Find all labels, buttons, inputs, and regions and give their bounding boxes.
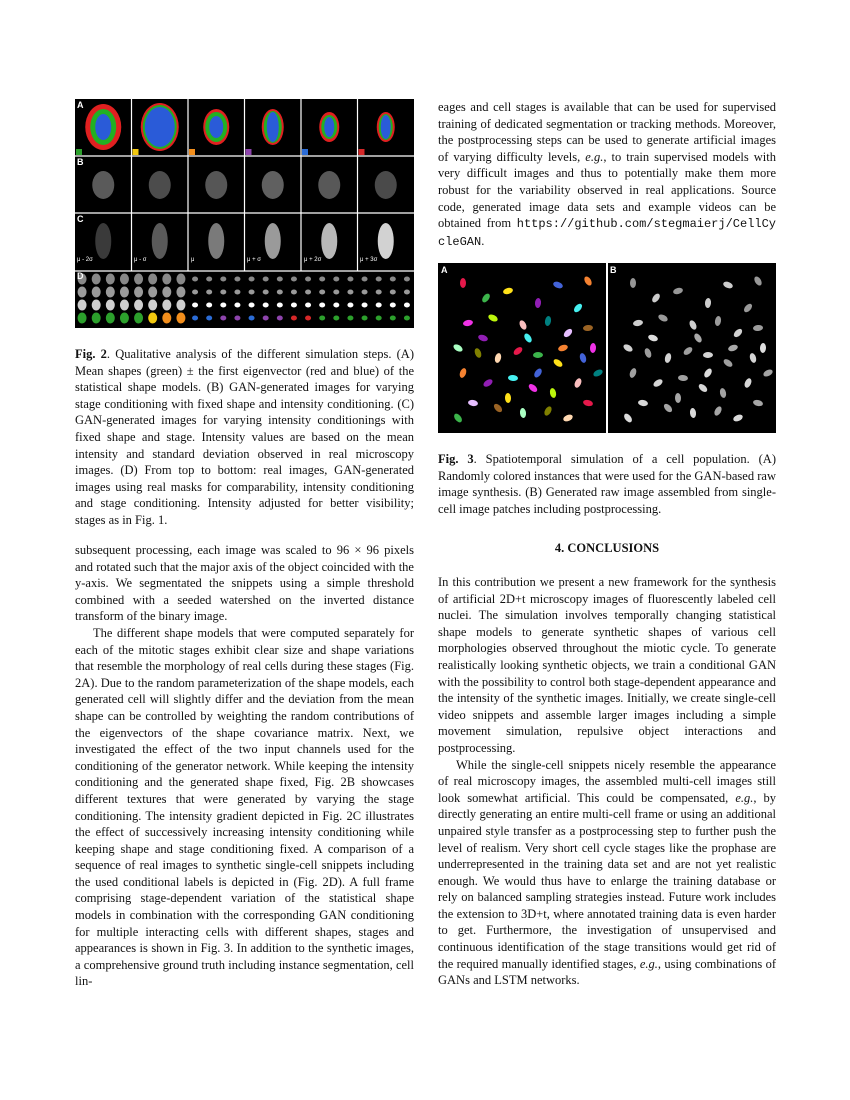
cell-instance — [544, 316, 552, 327]
paragraph: In this contribution we present a new framework for the synthesis of artificial 2D+t microscopy images of fluorescently labeled cell nuclei. The simulation involves temporally changing statistical shape models to generate synthetic shapes of various cell morphologies observed throughout the miotic cycle. To generate realistically looking synthetic objects, we train a conditional GAN with the possibility to control both stage-dependent appearance and the intensity of the synthetic images. Initially, we create single-cell video snippets and assemble larger images including a simple movement simulation, repulsive object interactions and postprocessing. — [438, 575, 776, 755]
cell-snippet — [148, 313, 157, 324]
cell-instance — [562, 413, 574, 422]
cell-instance — [562, 327, 573, 338]
cell-snippet — [234, 290, 240, 295]
cell-snippet — [347, 316, 353, 321]
cell-intensity — [208, 223, 224, 259]
cell-snippet — [390, 277, 396, 282]
cell-snippet — [206, 316, 212, 321]
cell-snippet — [333, 290, 339, 295]
cell-raw — [719, 387, 727, 398]
cell-instance — [583, 324, 594, 331]
cell-raw — [622, 343, 634, 353]
cell-snippet — [162, 300, 171, 311]
sigma-label: μ + σ — [247, 257, 261, 263]
cell-snippet — [220, 277, 226, 282]
cell-snippet — [92, 287, 101, 298]
figure-3-graphic — [438, 263, 776, 433]
cell-instance — [468, 399, 479, 406]
cell-instance — [579, 352, 588, 363]
cell-instance — [533, 367, 544, 379]
cell-snippet — [263, 316, 269, 321]
cell-snippet — [263, 303, 269, 308]
cell-instance — [557, 344, 568, 353]
cell-intensity — [95, 223, 111, 259]
fig2-panel-label-c: C — [77, 214, 84, 224]
cell-snippet — [206, 277, 212, 282]
fig2-caption-label: Fig. 2 — [75, 347, 107, 361]
cell-snippet — [234, 277, 240, 282]
cell-snippet — [263, 277, 269, 282]
cell-raw — [753, 324, 764, 331]
cell-snippet — [120, 300, 129, 311]
sigma-label: μ — [191, 257, 195, 263]
conclusions-body — [438, 574, 776, 989]
shape-inner — [324, 117, 334, 137]
cell-raw — [678, 375, 688, 382]
figure-2-caption — [75, 346, 414, 529]
source-code-url[interactable]: https://github.com/stegmaierj/CellCycleGAN — [438, 217, 776, 249]
cell-snippet — [106, 287, 115, 298]
shape-inner — [145, 107, 175, 147]
cell-texture — [205, 171, 227, 199]
cell-raw — [689, 408, 696, 419]
cell-raw — [682, 346, 694, 357]
cell-raw — [722, 280, 733, 289]
cell-snippet — [291, 277, 297, 282]
cell-instance — [552, 280, 563, 289]
cell-instance — [494, 352, 502, 363]
cell-instance — [590, 343, 597, 353]
cell-instance — [463, 319, 474, 327]
cell-raw — [743, 377, 753, 389]
cell-texture — [318, 171, 340, 199]
fig2-panel-label-b: B — [77, 157, 84, 167]
figure-2 — [75, 99, 414, 328]
cell-snippet — [390, 303, 396, 308]
cell-snippet — [220, 316, 226, 321]
text-run: , to train supervised models with very difficult images and thus to potentially make them more robust for the variability observed in real applications. Source code, generated image data sets and example videos can be obtained from — [438, 149, 776, 231]
cell-instance — [492, 402, 503, 413]
cell-snippet — [176, 313, 185, 324]
text-run: , by directly generating an entire multi-cell frame or using an additional unpaired style transfer as a postprocessing step to further push the level of realism. Very short cell cycle stages like the prophase are underrepresented in the training data set and are not yet realistic enough. We would thus have to enlarge the training database or rely on balanced sampling strategies instead. Future work includes the extension to 3D+t, where annotated training data is even harder to get. Furthermore, the investigation of unsupervised and continuous identification of the stage transitions would get rid of the required manually identified stages, — [438, 790, 776, 971]
sigma-label: μ - σ — [134, 257, 147, 263]
cell-instance — [573, 377, 583, 389]
cell-instance — [452, 343, 464, 353]
section-heading: 4. CONCLUSIONS — [554, 541, 660, 555]
cell-snippet — [120, 287, 129, 298]
cell-texture — [92, 171, 114, 199]
cell-instance — [473, 347, 482, 359]
cell-snippet — [404, 277, 410, 282]
sigma-label: μ + 2σ — [304, 257, 322, 263]
cell-snippet — [263, 290, 269, 295]
cell-raw — [703, 367, 714, 379]
cell-snippet — [277, 277, 283, 282]
cell-snippet — [277, 303, 283, 308]
cell-instance — [533, 352, 543, 358]
cell-raw — [672, 287, 683, 296]
stage-marker — [189, 149, 195, 155]
shape-inner — [267, 112, 279, 142]
cell-raw — [688, 319, 698, 331]
cell-instance — [482, 378, 494, 388]
cell-raw — [623, 412, 634, 424]
cell-instance — [572, 302, 583, 313]
cell-intensity — [378, 223, 394, 259]
cell-instance — [460, 278, 466, 288]
cell-raw — [633, 319, 644, 327]
cell-raw — [664, 352, 672, 363]
fig3-panel-label-b: B — [610, 265, 617, 275]
cell-snippet — [148, 287, 157, 298]
cell-snippet — [176, 274, 185, 285]
cell-raw — [762, 368, 774, 378]
cell-snippet — [106, 274, 115, 285]
sigma-label: μ + 3σ — [360, 257, 378, 263]
cell-snippet — [120, 274, 129, 285]
shape-inner — [95, 114, 111, 140]
cell-snippet — [347, 290, 353, 295]
cell-snippet — [120, 313, 129, 324]
cell-snippet — [390, 316, 396, 321]
stage-marker — [359, 149, 365, 155]
cell-snippet — [148, 300, 157, 311]
cell-instance — [508, 375, 518, 382]
left-column-body — [75, 542, 414, 990]
cell-intensity — [265, 223, 281, 259]
cell-snippet — [404, 290, 410, 295]
cell-snippet — [106, 313, 115, 324]
cell-raw — [752, 399, 763, 407]
paragraph: The different shape models that were computed separately for each of the mitotic stages exhibit clear size and shape variations that resemble the morphology of real cells during these stages (Fig. 2A). Due to the random parameterization of the shape models, each generated cell will slightly differ and the deviation from the mean shape can be controlled by weighting the random contributions of the eigenvectors of the shape covariance matrix. Next, we investigated the effect of the two input channels used for the conditioning of the generator network. While keeping the intensity conditioning and the generated shape fixed, Fig. 2B showcases different textures that were generated by varying the stage conditioning. The intensity gradient depicted in Fig. 2C illustrates the effect of successively increasing intensity conditioning while keeping shape and stage conditioning fixed. A comparison of a sequence of real images to synthetic single-cell snippets including the used conditional labels is depicted in (Fig. 2D). A full frame comprising stage-dependent variation of the statistical shape models in combination with the corresponding GAN conditioning for multiple interacting cells with different shapes, stages and appearances is shown in Fig. 3. In addition to the synthetic images, a comprehensive ground truth including instance segmentation, cell lin- — [75, 625, 414, 989]
cell-snippet — [206, 303, 212, 308]
text-run: eages and cell stages is available that can be used for supervised training of dedicated segmentation or tracking methods. Moreover, the postprocessing steps can be used to generate artificial images of varying difficulty levels, — [438, 100, 776, 164]
cell-intensity — [152, 223, 168, 259]
cell-instance — [552, 358, 564, 369]
paragraph — [438, 757, 776, 989]
paragraph: subsequent processing, each image was scaled to 96 × 96 pixels and rotated such that the major axis of the object coincided with the y-axis. We segmentated the snippets using a simple threshold combined with a seeded watershed on the inverted distance transform of the binary image. — [75, 543, 414, 624]
cell-snippet — [277, 316, 283, 321]
cell-instance — [505, 393, 511, 403]
cell-instance — [518, 319, 528, 331]
cell-snippet — [176, 300, 185, 311]
cell-snippet — [291, 303, 297, 308]
cell-snippet — [347, 277, 353, 282]
stage-marker — [76, 149, 82, 155]
fig3-caption-text: . Spatiotemporal simulation of a cell population. (A) Randomly colored instances that were used for the GAN-based raw image synthesis. (B) Generated raw image assembled from single-cell image patches including postprocessing. — [438, 452, 776, 516]
cell-snippet — [92, 274, 101, 285]
cell-snippet — [162, 313, 171, 324]
cell-instance — [453, 412, 464, 424]
cell-snippet — [206, 290, 212, 295]
cell-snippet — [220, 303, 226, 308]
cell-instance — [512, 346, 524, 357]
cell-raw — [643, 347, 652, 359]
cell-snippet — [92, 300, 101, 311]
cell-raw — [713, 405, 723, 417]
shape-inner — [209, 116, 223, 138]
cell-instance — [481, 292, 492, 304]
cell-raw — [652, 378, 664, 388]
fig3-panel-label-a: A — [441, 265, 448, 275]
text-run: While the single-cell snippets nicely resemble the appearance of real microscopy images, the assembled multi-cell images still look somewhat artificial. This could be compensated, — [438, 757, 776, 805]
cell-raw — [651, 292, 662, 304]
text-emphasis: e.g. — [735, 790, 754, 805]
cell-texture — [149, 171, 171, 199]
cell-raw — [693, 332, 704, 344]
cell-texture — [262, 171, 284, 199]
cell-raw — [753, 275, 763, 287]
stage-marker — [133, 149, 139, 155]
cell-snippet — [92, 313, 101, 324]
cell-instance — [519, 408, 526, 419]
cell-snippet — [404, 303, 410, 308]
text-run: , using combinations of GANs and LSTM networks. — [438, 956, 776, 988]
cell-snippet — [347, 303, 353, 308]
cell-snippet — [162, 274, 171, 285]
cell-raw — [630, 278, 636, 288]
shape-inner — [381, 115, 391, 139]
cell-raw — [742, 302, 753, 313]
cell-intensity — [321, 223, 337, 259]
cell-instance — [543, 405, 553, 417]
cell-raw — [638, 399, 649, 406]
cell-raw — [662, 402, 673, 413]
cell-raw — [703, 352, 713, 358]
right-column-intro — [438, 99, 776, 250]
cell-instance — [583, 275, 593, 287]
cell-snippet — [390, 290, 396, 295]
cell-snippet — [333, 303, 339, 308]
cell-raw — [628, 367, 637, 378]
cell-raw — [732, 413, 744, 422]
cell-instance — [487, 313, 499, 323]
cell-snippet — [291, 290, 297, 295]
cell-instance — [502, 287, 513, 296]
cell-snippet — [220, 290, 226, 295]
cell-instance — [582, 399, 593, 407]
cell-instance — [527, 382, 538, 393]
cell-instance — [477, 334, 488, 343]
fig2-caption-text: . Qualitative analysis of the different simulation steps. (A) Mean shapes (green) ± the first eigenvector (red and blue) of the statistical shape models. (B) GAN-generated images for varying stage conditioning with fixed shape and intensity conditioning. (C) GAN-generated images for varying intensity conditionings with fixed shape and stage. Intensity values are based on the mean intensity and standard deviation observed in real microscopy images. (D) From top to bottom: real images, GAN-generated images using real masks for comparability, intensity conditioning and stage conditioning. Intensity adjusted for better visibility; stages as in Fig. 1. — [75, 347, 414, 527]
cell-snippet — [148, 274, 157, 285]
text-run: . — [481, 233, 485, 248]
text-emphasis: e.g. — [639, 956, 658, 971]
cell-raw — [749, 352, 758, 363]
cell-raw — [657, 313, 669, 323]
sigma-label: μ - 2σ — [77, 257, 93, 263]
cell-snippet — [234, 303, 240, 308]
fig2-panel-label-a: A — [77, 100, 84, 110]
cell-snippet — [291, 316, 297, 321]
cell-instance — [535, 298, 542, 308]
figure-3 — [438, 263, 776, 433]
cell-raw — [714, 316, 722, 327]
cell-texture — [375, 171, 397, 199]
fig2-panel-label-d: D — [77, 271, 84, 281]
stage-marker — [302, 149, 308, 155]
cell-instance — [458, 367, 467, 378]
cell-snippet — [333, 316, 339, 321]
cell-raw — [697, 382, 708, 393]
cell-snippet — [404, 316, 410, 321]
cell-raw — [732, 327, 743, 338]
cell-snippet — [277, 290, 283, 295]
figure-3-caption — [438, 451, 776, 517]
cell-snippet — [333, 277, 339, 282]
cell-snippet — [234, 316, 240, 321]
cell-instance — [523, 332, 534, 344]
cell-snippet — [162, 287, 171, 298]
cell-raw — [760, 343, 767, 353]
fig3-caption-label: Fig. 3 — [438, 452, 474, 466]
cell-raw — [647, 334, 658, 343]
cell-raw — [722, 358, 734, 369]
cell-raw — [705, 298, 712, 308]
cell-raw — [727, 344, 738, 353]
cell-raw — [675, 393, 681, 403]
cell-snippet — [176, 287, 185, 298]
stage-marker — [246, 149, 252, 155]
cell-snippet — [106, 300, 115, 311]
cell-instance — [549, 387, 557, 398]
cell-instance — [592, 368, 604, 378]
text-emphasis: e.g. — [585, 149, 604, 164]
